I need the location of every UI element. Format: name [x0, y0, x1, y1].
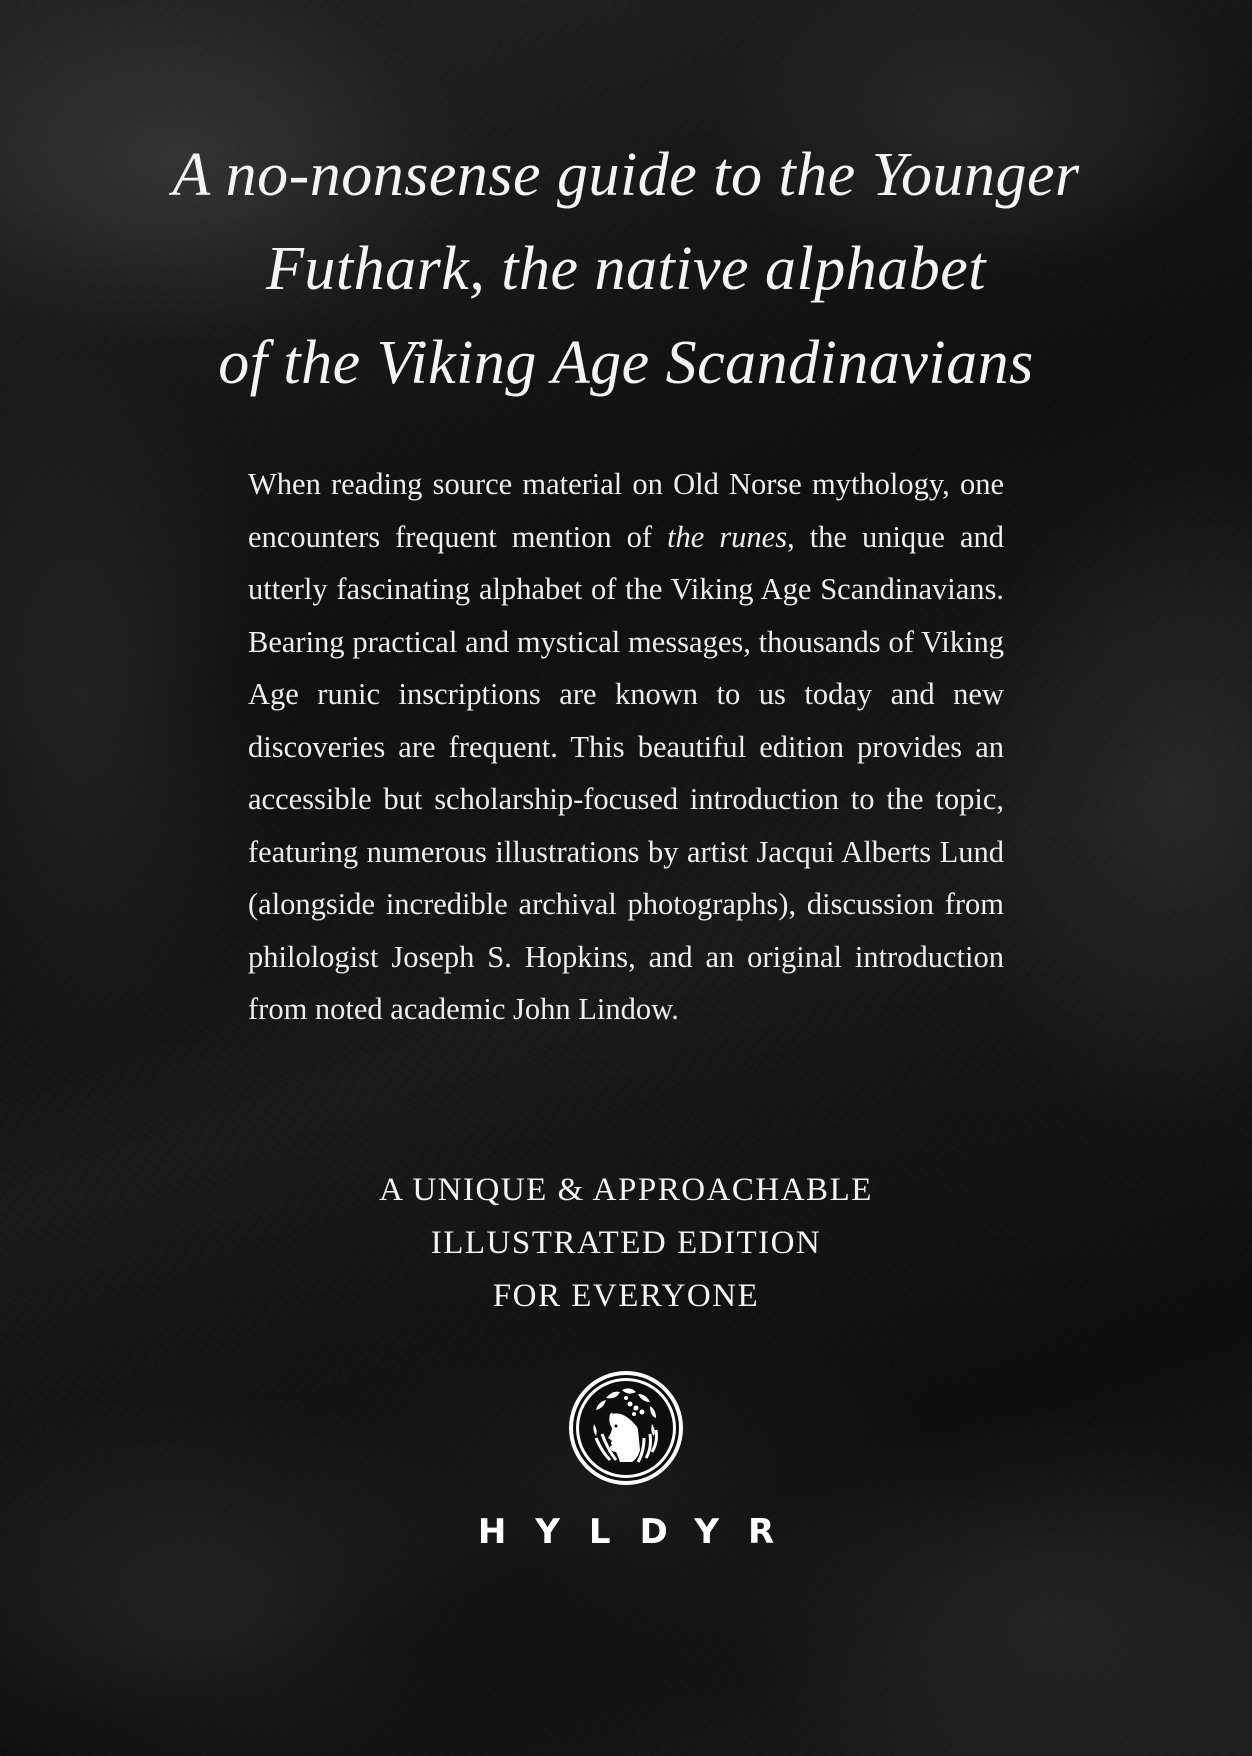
- woman-profile-emblem-icon: [566, 1368, 686, 1488]
- description-emphasis: the runes: [667, 519, 788, 554]
- publisher-wordmark: HYLDYR: [477, 1512, 804, 1552]
- headline-line: A no-nonsense guide to the Younger: [172, 141, 1080, 209]
- headline: [0, 128, 1252, 410]
- tagline: [0, 1164, 1252, 1323]
- description-text: , the unique and utterly fascinating alphabet of the Viking Age Scandinavians. Bearing practical and mystical messages, thousands of Viking Age runic inscriptions are known to us today and new discoveries are frequent. This beautiful edition provides an accessible but scholarship-focused introduction to the topic, featuring numerous illustrations by artist Jacqui Alberts Lund (alongside incredible archival photographs), discussion from philologist Joseph S. Hopkins, and an original introduction from noted academic John Lindow.: [248, 519, 1004, 1026]
- headline-line: of the Viking Age Scandinavians: [218, 329, 1034, 397]
- description: [248, 458, 1004, 1036]
- tagline-line: ILLUSTRATED EDITION: [430, 1225, 822, 1261]
- headline-line: Futhark, the native alphabet: [266, 235, 986, 303]
- tagline-line: FOR EVERYONE: [492, 1278, 760, 1314]
- description-text: When reading source material on Old Norse mythology, one encounters frequent mention of: [248, 467, 1004, 554]
- tagline-line: A UNIQUE & APPROACHABLE: [379, 1172, 873, 1208]
